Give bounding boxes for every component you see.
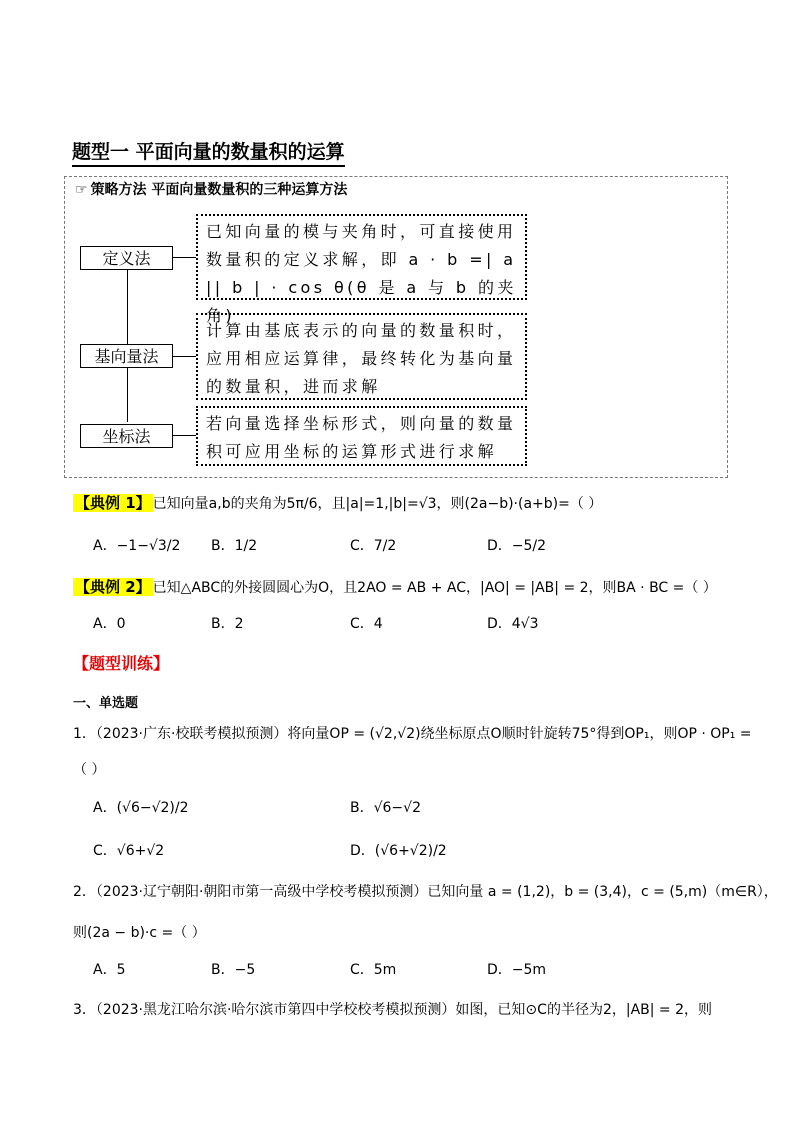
- example-2-stem: 已知△ABC的外接圆圆心为O，且2AO = AB + AC，|AO| = |AB| = 2，则BA · BC =（ ）: [152, 580, 717, 596]
- training-title: 【题型训练】: [73, 654, 170, 673]
- example-1-option-a: A．−1−√3/2: [93, 538, 181, 554]
- example-2-option-a: A．0: [93, 616, 126, 632]
- question-1-option-a: A．(√6−√2)/2: [93, 800, 189, 816]
- section-title: 题型一 平面向量的数量积的运算: [72, 140, 345, 167]
- method-definition-text: 已知向量的模与夹角时，可直接使用数量积的定义求解，即 a · b =| a || b | · cos θ(θ 是 a 与 b 的夹角): [206, 222, 517, 325]
- method-definition-box: 定义法: [80, 246, 173, 270]
- question-1-option-c: C．√6+√2: [93, 843, 165, 859]
- example-2-tag: 【典例 2】: [75, 578, 151, 596]
- method-coordinate-box: 坐标法: [80, 424, 173, 448]
- method-basis-box: 基向量法: [80, 344, 173, 368]
- example-2-option-b: B．2: [211, 616, 244, 632]
- example-1-option-c: C．7/2: [350, 538, 397, 554]
- example-1-option-b: B．1/2: [211, 538, 258, 554]
- strategy-header: [75, 181, 347, 199]
- question-1-paren: （ ）: [73, 762, 106, 778]
- question-2-option-a: A．5: [93, 962, 126, 978]
- connector-2: [173, 356, 196, 357]
- example-1-option-d: D．−5/2: [487, 538, 547, 554]
- pointing-hand-icon: ☞: [75, 182, 88, 198]
- single-choice-heading: 一、单选题: [73, 696, 139, 711]
- example-2-option-d: D．4√3: [487, 616, 539, 632]
- connector-1: [173, 257, 196, 258]
- connector-3: [173, 435, 196, 436]
- question-1-option-d: D．(√6+√2)/2: [350, 843, 447, 859]
- question-2-stem-line2: 则(2a − b)·c =（ ）: [73, 925, 206, 941]
- question-2-option-b: B．−5: [211, 962, 256, 978]
- method-definition-desc: [196, 214, 527, 325]
- question-3-stem: 3．（2023·黑龙江哈尔滨·哈尔滨市第四中学校校考模拟预测）如图，已知⊙C的半径为2，|AB| = 2，则: [73, 1002, 713, 1018]
- strategy-header-text: 策略方法 平面向量数量积的三种运算方法: [90, 182, 348, 198]
- question-1-stem: 1．（2023·广东·校联考模拟预测）将向量OP = (√2,√2)绕坐标原点O顺时针旋转75°得到OP₁，则OP · OP₁ =: [73, 726, 752, 742]
- question-2-option-c: C．5m: [350, 962, 397, 978]
- example-2-option-c: C．4: [350, 616, 383, 632]
- example-1-tag: 【典例 1】: [75, 494, 151, 512]
- example-1-stem: 已知向量a,b的夹角为5π/6，且|a|=1,|b|=√3，则(2a−b)·(a+b)=（ ）: [152, 496, 603, 512]
- method-basis-text: 计算由基底表示的向量的数量积时，应用相应运算律，最终转化为基向量的数量积，进而求解: [206, 321, 517, 396]
- question-2-option-d: D．−5m: [487, 962, 547, 978]
- method-basis-desc: [196, 313, 527, 400]
- method-coordinate-text: 若向量选择坐标形式，则向量的数量积可应用坐标的运算形式进行求解: [206, 414, 517, 461]
- question-1-option-b: B．√6−√2: [350, 800, 421, 816]
- question-2-stem: 2．（2023·辽宁朝阳·朝阳市第一高级中学校考模拟预测）已知向量 a = (1,2)，b = (3,4)，c = (5,m)（m∈R），: [73, 884, 778, 900]
- example-2: [73, 577, 717, 598]
- example-1: [73, 493, 602, 514]
- method-coordinate-desc: [196, 406, 527, 466]
